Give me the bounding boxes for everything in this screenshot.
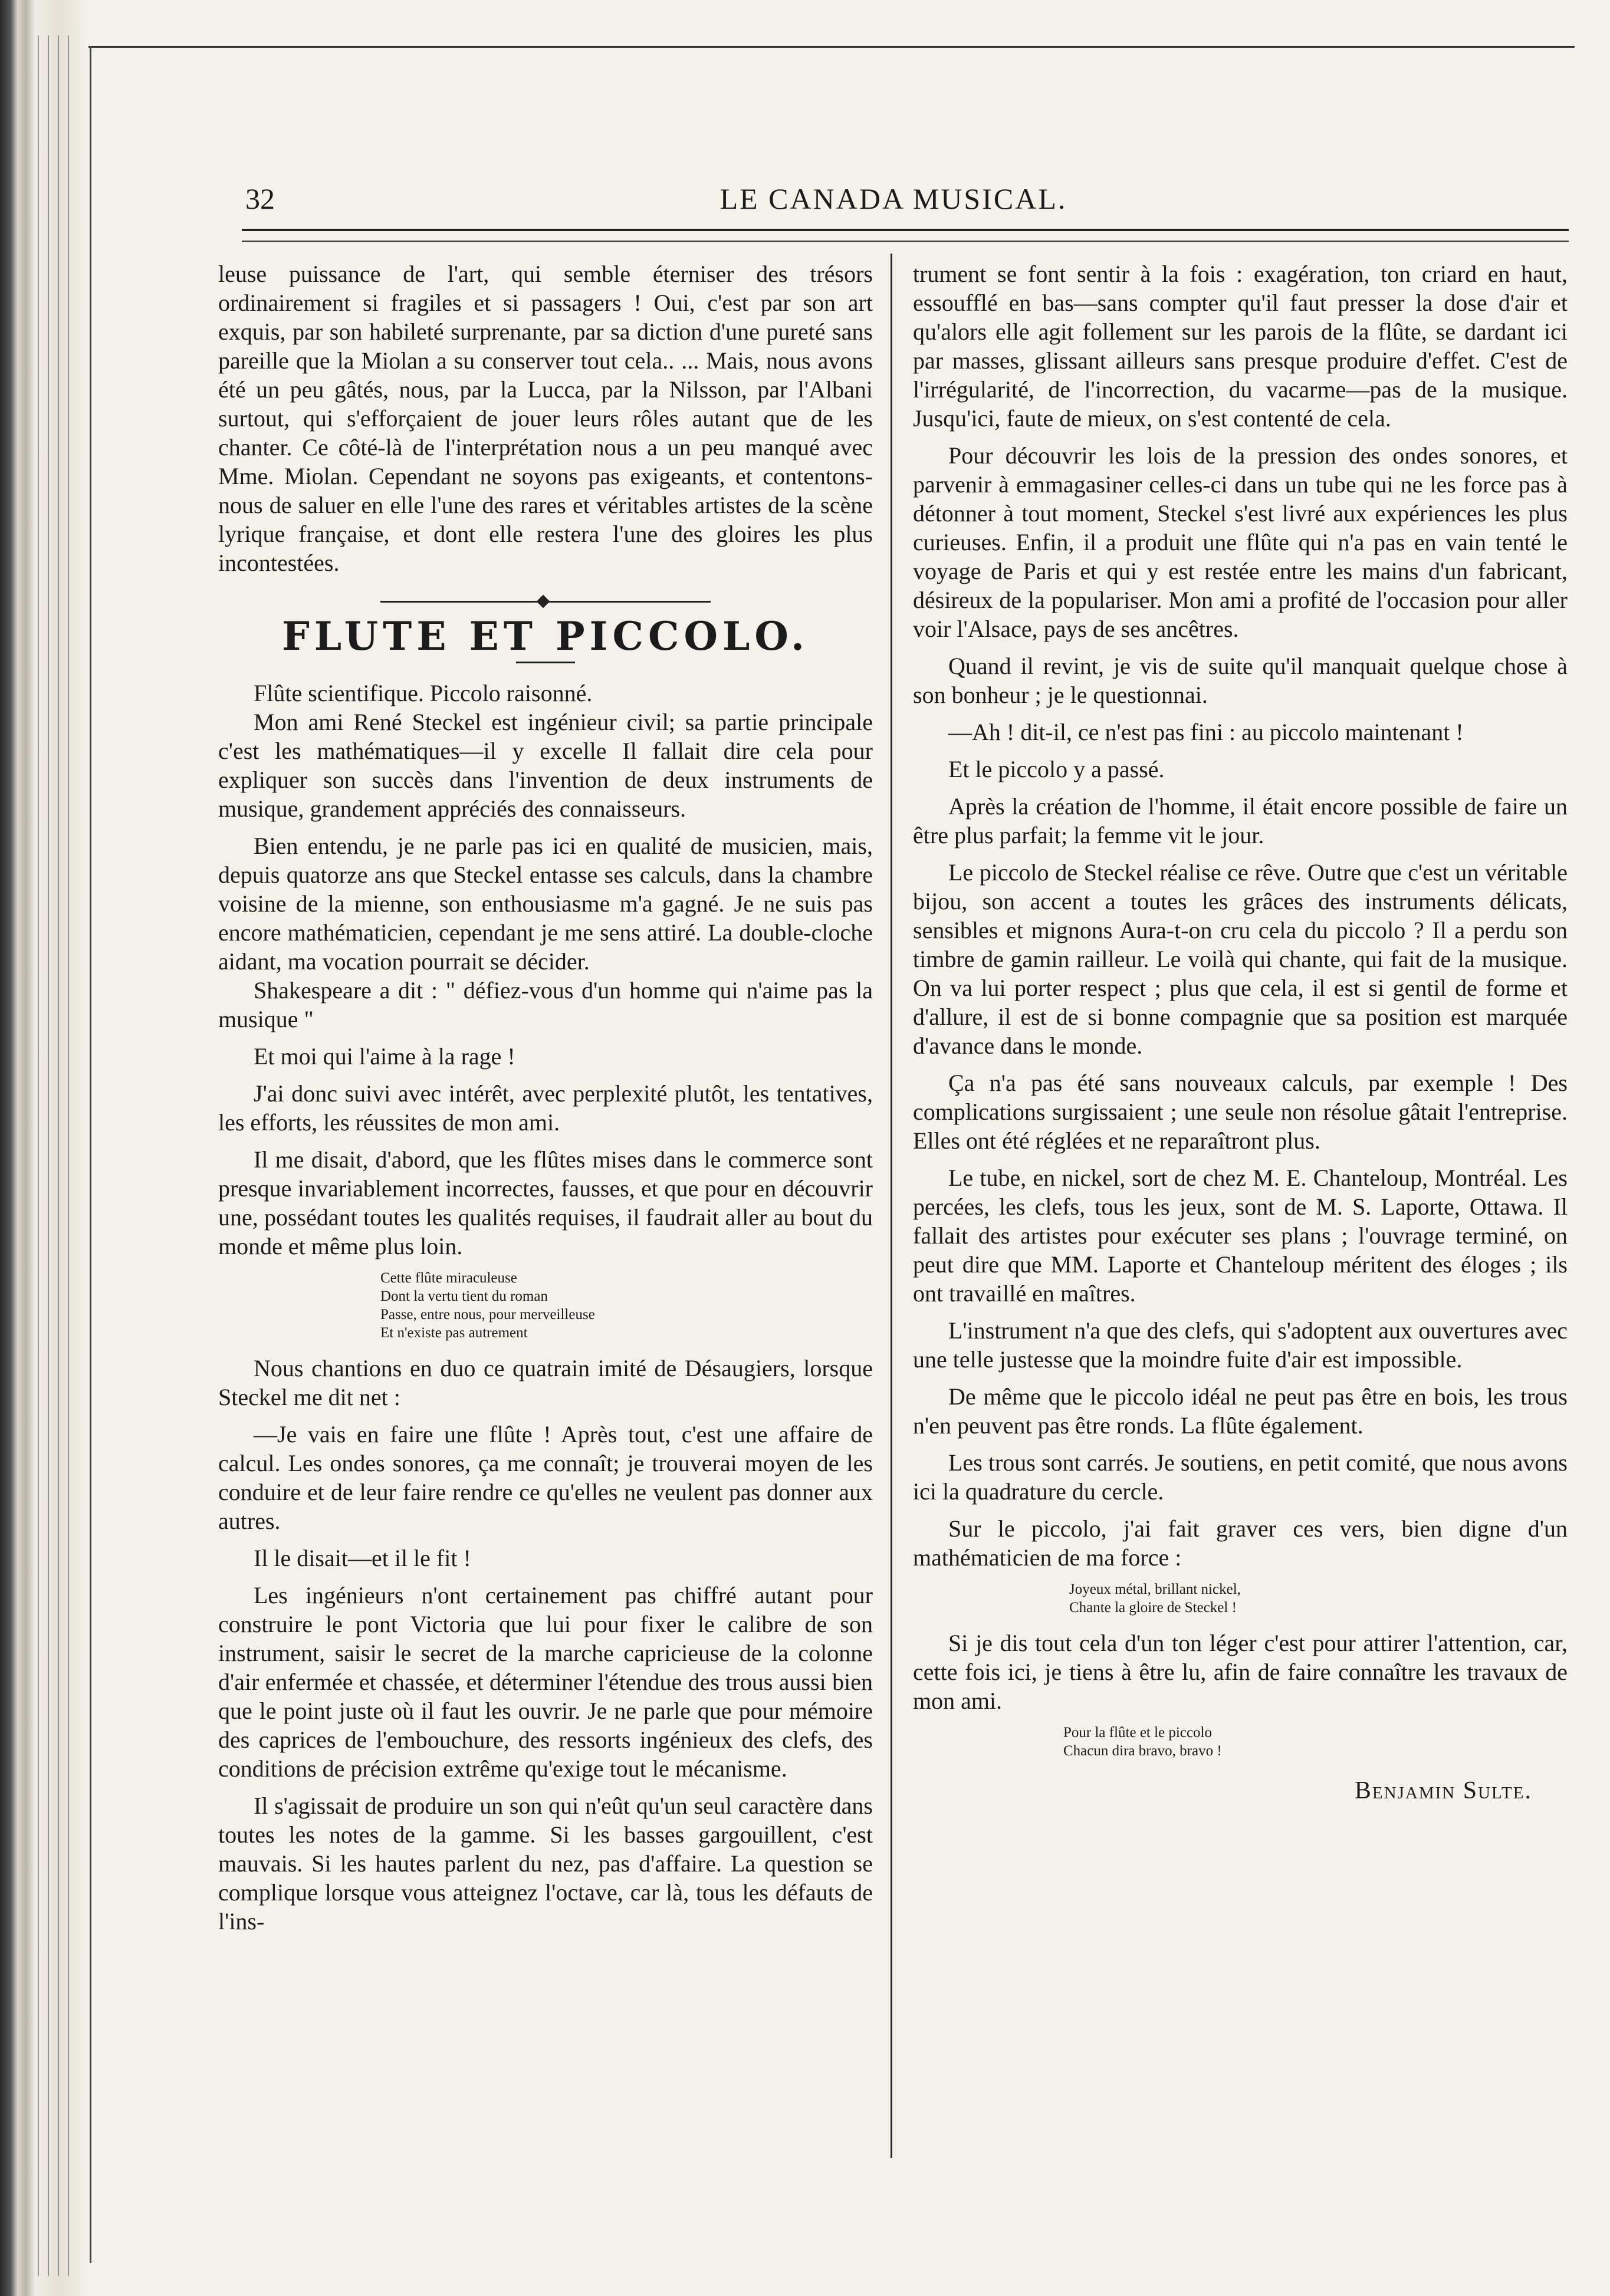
header-rule-thick: [242, 229, 1569, 231]
verse-line: Pour la flûte et le piccolo: [1063, 1725, 1213, 1741]
author-signature: Benjamin Sulte.: [1354, 1777, 1532, 1804]
paragraph: Si je dis tout cela d'un ton léger c'est pour attirer l'attention, car, cette fois ici, je tiens à être lu, afin de faire connaître les travaux de mon ami.: [913, 1630, 1568, 1714]
verse-line: Joyeux métal, brillant nickel,: [1069, 1581, 1241, 1597]
verse-quatrain: [218, 1269, 873, 1342]
paragraph: De même que le piccolo idéal ne peut pas être en bois, les trous n'en peuvent pas être ronds. La flûte également.: [913, 1383, 1568, 1439]
paragraph: Pour découvrir les lois de la pression des ondes sonores, et parvenir à emmagasiner celles-ci dans un tube qui ne les force pas à détonner à tout moment, Steckel s'est livré aux expériences les plus curieuses. Enfin, il a produit une flûte qui n'a pas en vain tenté le voyage de Paris et qui y est restée entre les mains d'un fabricant, désireux de la populariser. Mon ami a profité de l'occasion pour aller voir l'Alsace, pays de ses ancêtres.: [913, 442, 1568, 642]
title-rule: [516, 662, 575, 663]
binding-stitch-lines: [34, 35, 70, 2276]
paragraph: Les ingénieurs n'ont certainement pas chiffré autant pour construire le pont Victoria que lui pour fixer le calibre de son instrument, saisir le secret de la marche capricieuse de la colonne d'air enfermée et chassée, et déterminer l'étendue des trous aussi bien que le point juste où il faut les ouvrir. Je ne parle que pour mémoire des caprices de l'embouchure, des ressorts ingénieux des clefs, des conditions de précision extrême qu'exige tout le mécanisme.: [218, 1582, 873, 1782]
verse-couplet: [913, 1723, 1568, 1760]
paragraph: trument se font sentir à la fois : exagération, ton criard en haut, essoufflé en bas—sans compter qu'il faut presser la dose d'air et qu'alors elle agit follement sur les parois de la flûte, se dardant ici par masses, glissant ailleurs sans presque produire d'effet. C'est de l'irrégularité, de l'incorrection, du vacarme—pas de la musique. Jusqu'ici, faute de mieux, on s'est contenté de cela.: [913, 261, 1568, 432]
verse-line: Chante la gloire de Steckel !: [1069, 1600, 1237, 1616]
page-frame-left: [90, 46, 91, 2263]
paragraph: Ça n'a pas été sans nouveaux calculs, par exemple ! Des complications surgissaient ; une seule non résolue gâtait l'entreprise. Elles ont été réglées et ne reparaîtront plus.: [913, 1070, 1568, 1154]
paragraph: —Ah ! dit-il, ce n'est pas fini : au piccolo maintenant !: [948, 719, 1464, 745]
paragraph: Quand il revint, je vis de suite qu'il manquait quelque chose à son bonheur ; je le questionnai.: [913, 653, 1568, 708]
paragraph: Sur le piccolo, j'ai fait graver ces vers, bien digne d'un mathématicien de ma force :: [913, 1515, 1568, 1571]
verse-line: Cette flûte miraculeuse: [380, 1270, 517, 1286]
right-column: [913, 259, 1568, 1805]
paragraph: leuse puissance de l'art, qui semble éterniser des trésors ordinairement si fragiles et si passagers ! Oui, c'est par son art exquis, par son habileté surprenante, par sa diction d'une pureté sans pareille que la Miolan a su conserver tout cela.. ... Mais, nous avons été un peu gâtés, nous, par la Lucca, par la Nilsson, par l'Albani surtout, qui s'efforçaient de jouer leurs rôles autant que de les chanter. Ce côté-là de l'interprétation nous a un peu manqué avec Mme. Miolan. Cependant ne soyons pas exigeants, et contentons-nous de saluer en elle l'une des rares et véritables artistes de la scène lyrique française, et dont elle restera l'une des gloires les plus incontestées.: [218, 261, 873, 576]
page-number: 32: [245, 182, 275, 215]
section-divider-ornament: [380, 598, 711, 604]
left-column: [218, 259, 873, 1936]
paragraph: Mon ami René Steckel est ingénieur civil; sa partie principale c'est les mathématiques—il y excelle Il fallait dire cela pour expliquer son succès dans l'invention de deux instruments de musique, grandement appréciés des connaisseurs.: [218, 709, 873, 822]
page-header: [218, 177, 1569, 224]
paragraph: Et moi qui l'aime à la rage !: [254, 1043, 515, 1070]
paragraph: J'ai donc suivi avec intérêt, avec perplexité plutôt, les tentatives, les efforts, les réussites de mon ami.: [218, 1080, 873, 1136]
article-title: FLUTE ET PICCOLO.: [281, 613, 810, 659]
verse-line: Chacun dira bravo, bravo !: [1063, 1743, 1222, 1759]
paragraph: Le tube, en nickel, sort de chez M. E. Chanteloup, Montréal. Les percées, les clefs, tous les jeux, sont de M. S. Laporte, Ottawa. Il fallait des artistes pour exécuter ses plans ; l'ouvrage terminé, on peut dire que MM. Laporte et Chanteloup méritent des éloges ; ils ont travaillé en maîtres.: [913, 1165, 1568, 1307]
paragraph: Il le disait—et il le fit !: [254, 1545, 471, 1571]
header-rule-thin: [242, 241, 1569, 242]
paragraph: L'instrument n'a que des clefs, qui s'adoptent aux ouvertures avec une telle justesse que la moindre fuite d'air est impossible.: [913, 1317, 1568, 1373]
paragraph: Nous chantions en duo ce quatrain imité de Désaugiers, lorsque Steckel me dit net :: [218, 1355, 873, 1410]
running-title: LE CANADA MUSICAL.: [719, 182, 1067, 215]
paragraph: Flûte scientifique. Piccolo raisonné.: [254, 680, 593, 706]
paragraph: —Je vais en faire une flûte ! Après tout, c'est une affaire de calcul. Les ondes sonores, ça me connaît; je trouverai moyen de les conduire et de leur faire rendre ce qu'elles ne veulent pas donner aux autres.: [218, 1421, 873, 1534]
paragraph: Il s'agissait de produire un son qui n'eût qu'un seul caractère dans toutes les notes de la gamme. Si les basses gargouillent, c'est mauvais. Si les hautes parlent du nez, pas d'affaire. La question se complique lorsque vous atteignez l'octave, car là, tous les défauts de l'ins-: [218, 1792, 873, 1935]
paragraph: Après la création de l'homme, il était encore possible de faire un être plus parfait; la femme vit le jour.: [913, 793, 1568, 848]
paragraph: Le piccolo de Steckel réalise ce rêve. Outre que c'est un véritable bijou, son accent a toutes les grâces des instruments délicats, sensibles et mignons Aura-t-on cru cela du piccolo ? Il a perdu son timbre de gamin railleur. Le voilà qui chante, qui fait de la musique. On va lui porter respect ; plus que cela, il est si gentil de forme et d'allure, il est de si bonne compagnie que sa position est marquée d'avance dans le monde.: [913, 859, 1568, 1059]
paragraph: Bien entendu, je ne parle pas ici en qualité de musicien, mais, depuis quatorze ans que Steckel entasse ses calculs, dans la chambre voisine de la mienne, son enthousiasme m'a gagné. Je ne suis pas encore mathématicien, cependant je me sens attiré. La double-cloche aidant, ma vocation pourrait se décider.: [218, 833, 873, 975]
verse-line: Dont la vertu tient du roman: [380, 1288, 548, 1304]
paragraph: Et le piccolo y a passé.: [948, 756, 1165, 782]
paragraph: Les trous sont carrés. Je soutiens, en petit comité, que nous avons ici la quadrature du cercle.: [913, 1449, 1568, 1505]
paragraph: Shakespeare a dit : " défiez-vous d'un homme qui n'aime pas la musique ": [218, 977, 873, 1032]
paragraph: Il me disait, d'abord, que les flûtes mises dans le commerce sont presque invariablement incorrectes, fausses, et que pour en découvrir une, possédant toutes les qualités requises, il faudrait aller au bout du monde et même plus loin.: [218, 1146, 873, 1259]
verse-line: Passe, entre nous, pour merveilleuse: [380, 1307, 595, 1323]
column-divider: [891, 254, 892, 2158]
verse-line: Et n'existe pas autrement: [380, 1325, 528, 1341]
verse-couplet: [913, 1580, 1568, 1617]
page-frame-top: [88, 46, 1575, 48]
